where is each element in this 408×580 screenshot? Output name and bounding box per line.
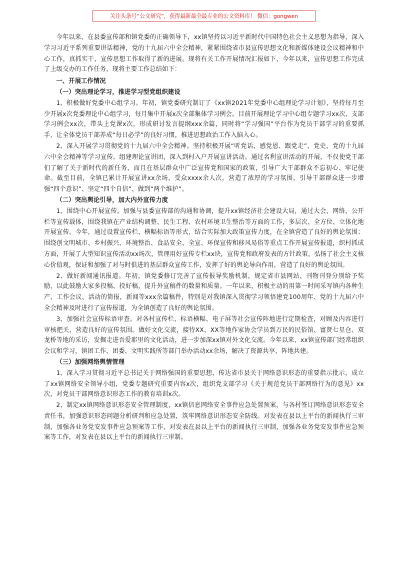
- subsection-heading: （三）加强网络舆情管理: [56, 358, 125, 366]
- paragraph: 2、深入开展学习贯彻党的十九届六中全会精神。坚持积极开展“听党话、感党恩、跟党走”、党史、党的十九届六中全会精神等学习宣传。组建理论宣讲团，深入到村入户开展宣讲活动。通过名利宣讲活动的开展，不仅使党干部们了解了关于新时代的新任务，而且在基层群众中广泛宣传党和国家的政策，引导广大干部群众不忘初心、牢记使命。截至目前，全镇已累计开展宣讲xx余场，受众xxxx余人次，营造了浓厚的学习氛围，引导干部群众进一步增强“四个意识”、坚定“四个自信”、做到“两个维护”。: [44, 142, 364, 194]
- subsection-heading: （二）突出舆论引导，加大内外宣传力度: [56, 196, 169, 204]
- header-banner: 关注头条号“公文研究”，获得最新最全最专业的公文资料库！ 微信：gongwen: [92, 10, 316, 22]
- document-body: [44, 33, 364, 444]
- paragraph: 2、制定xx镇网络意识形态安全管理制度，xx镇信息网络安全事件应急处置预案，与各村签订网络意识形态安全责任书，加强意识形态问题分析研判和应急处置，筑牢网络意识形态安全防线。对发表在县以上平台的新闻执行三审制，加强各业务党安发事件应急预案等工作，对发表在县以上平台的新闻执行三审制，加强各业务党安发事件应急预案等工作，对发表在县以上平台的新闻执行三审制。: [44, 402, 364, 442]
- paragraph-intro: 今年以来，在县委宣传部和镇党委的正确领导下，xx镇坚持以习近平新时代中国特色社会主义思想为指导，深入学习习近平系列重要讲话精神，党的十九届六中全会精神，紧紧围绕省市县宣传思想文化和新媒体建设会议精神和中心工作，真抓实干，宣传思想工作取得了新的进展。现将有关工作开展情况汇报如下，今年以来，宣传思想工作完成了上级交办的工作任务，现将主要工作总结如下：: [44, 34, 364, 74]
- paragraph: 3、加强社会宣传标语审查。对各村宣传栏、标语横幅、电子屏等社会宣传阵地进行定期检查，对顾及内容进行审核把关，营造良好的宣传氛围。做好文化交流，接待XX、XX等地作家协会学员到万民的民俗馆、富贤七星仓、双龙桥等地的采访，发掘走进吾爱耶里的文化活动，进一步加深xx镇对外文化交流。今年以来，xx镇宣传部门经常组织会议和学习，镇团工作、团委、文明实践所等部门举办活动xx余场，解决了资源共享、阵地共建。: [44, 315, 364, 356]
- section-heading: 一、开展工作情况: [56, 78, 106, 86]
- paragraph: 1、深入学习贯彻习近平总书记关于网络强国的重要思想，传达省市县关于网络意识形态的重要指示批示，成立了xx镇网络安全领导小组，党委专题研究重要内容x次，组织党支部学习《关于规范党员干部网络行为的意见》xx次，对党员干部网络意识形态工作的教育培训x次。: [44, 369, 364, 399]
- paragraph: 2、做好新闻通讯报道。年初，镇党委修订完善了宣传报导奖励机制，规定省市县网站、刊物刊登分别给予奖励，以此鼓励大家多投稿、投好稿，提升外宣稿件的数量和质量。一年以来，积极主动的用第一时间采写镇内各种生产、工作会议、活动的简报，新闻等xxx余篇稿件，特别是对我镇深入贯彻学习领悟建党100周年、党的十九届六中全会精神及时进行了宣传报道，为全镇创造了良好的舆论氛围。: [44, 272, 364, 312]
- paragraph: 1、围绕中心开展宣传。加强与县委宣传部的沟通和协调，提升xx镇经济社会建设大局，通过大会、网络、公开栏等宣传载体，围绕我镇在产业结构调整、民生工程、农村环境卫生整治等方面的工作，多层次、全方位、立体化地开展宣传。今年，通过设置宣传栏、横幅标语等形式，结合实际加大政策宣传力度，在全镇营造了良好的舆论氛围；围绕创文明城市、乡村振兴、环境整治、食品安全、全宣、环保宣传和移风易俗等重点工作开展宣传报道，织村抓成方面，开展了大型知识宣传活动xx场次，管理用好宣传专栏xx块，宣传党和政府发表的方针政策，弘扬了社会主义核心价值观，保证和加强了对与时俱进的基层群众宣传工作，发挥了好的舆论导向作用，营造了良好的舆论氛围。: [44, 207, 364, 269]
- subsection-heading: （一）突出理论学习，推进学习型党组织建设: [56, 88, 181, 96]
- paragraph: 1、积极做好党委中心组学习。年初，镇党委研究制订了《xx镇2021年党委中心组理论学习计划》，坚持每月至少开展x次党委理论中心组学习，每月集中开展x次全部集体学习例会。目前开展理论学习中心组专题学习xx次、支部学习例会xx次，带头上党课x次，形成研讨发言提纲xxx余篇，同时将“学习强国”平台作为党员干部学习的重要抓手，让全体党员干部养成“每日必学”的良好习惯，推进思想政治工作入脑入心。: [44, 99, 364, 140]
